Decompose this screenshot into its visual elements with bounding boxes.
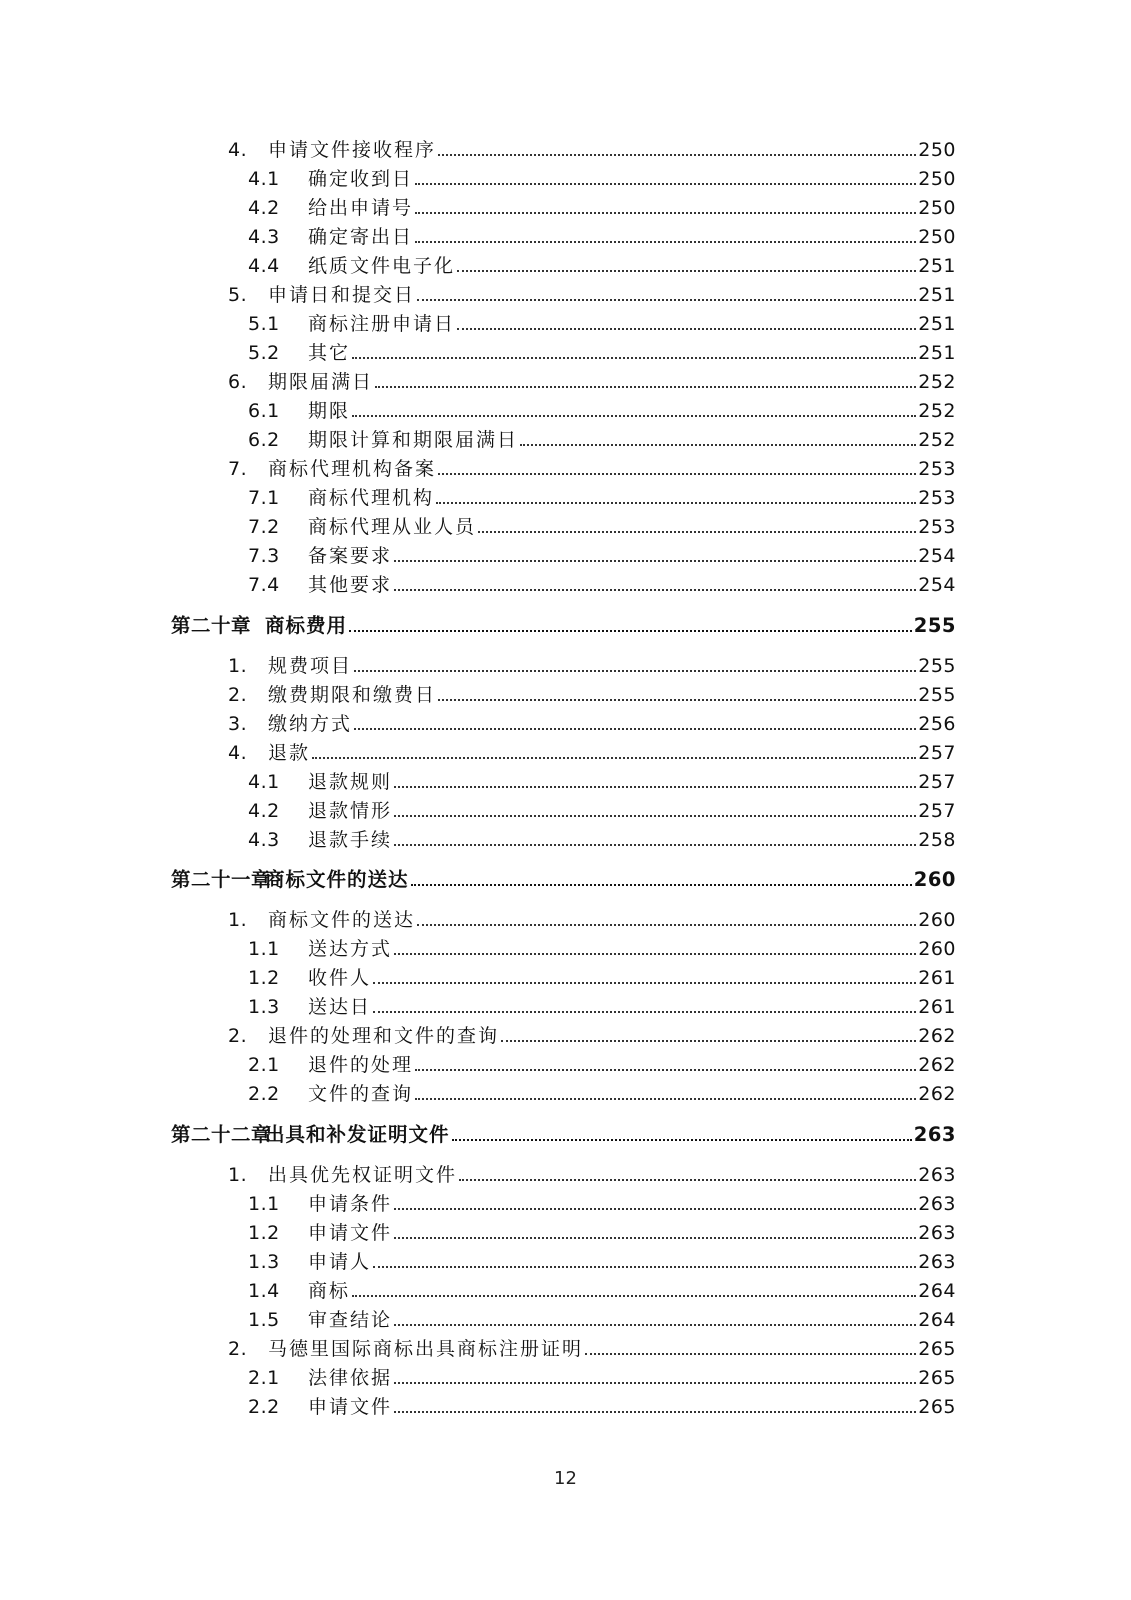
toc-entry-title: 文件的查询 — [308, 1083, 414, 1105]
dot-leader — [394, 1208, 916, 1210]
toc-entry-title: 出具优先权证明文件 — [268, 1164, 458, 1186]
toc-entry[interactable] — [248, 1366, 956, 1390]
toc-entry[interactable] — [248, 1279, 956, 1303]
toc-entry-title: 商标 — [308, 1280, 351, 1302]
dot-leader — [373, 1266, 916, 1268]
toc-entry-title: 送达方式 — [308, 938, 393, 960]
dot-leader — [312, 757, 916, 759]
toc-entry-number: 6.1 — [248, 400, 280, 422]
toc-entry-page: 262 — [918, 1083, 956, 1105]
toc-entry-number: 4. — [228, 139, 248, 161]
toc-entry-page: 260 — [913, 868, 956, 891]
toc-entry-title: 商标费用 — [265, 614, 348, 637]
toc-entry-title: 给出申请号 — [308, 197, 414, 219]
toc-entry-number: 6.2 — [248, 429, 280, 451]
toc-entry-number: 4.3 — [248, 226, 280, 248]
toc-entry-title: 申请文件接收程序 — [268, 139, 437, 161]
toc-entry-page: 262 — [918, 1054, 956, 1076]
toc-entry-number: 7.3 — [248, 545, 280, 567]
toc-entry-page: 260 — [918, 938, 956, 960]
toc-entry-page: 255 — [918, 684, 956, 706]
dot-leader — [352, 415, 916, 417]
toc-entry-page: 253 — [918, 487, 956, 509]
toc-entry[interactable] — [248, 799, 956, 823]
toc-entry-title: 审查结论 — [308, 1309, 393, 1331]
toc-entry-page: 263 — [918, 1251, 956, 1273]
toc-entry[interactable] — [248, 966, 956, 990]
toc-entry-title: 商标文件的送达 — [265, 868, 409, 891]
toc-entry-number: 2. — [228, 1338, 248, 1360]
toc-entry-number: 4.2 — [248, 197, 280, 219]
toc-entry-number: 4.1 — [248, 168, 280, 190]
toc-entry[interactable] — [248, 399, 956, 423]
toc-entry[interactable] — [248, 573, 956, 597]
toc-entry-number: 1. — [228, 909, 248, 931]
toc-entry-number: 5.1 — [248, 313, 280, 335]
toc-entry[interactable] — [248, 254, 956, 278]
toc-entry-title: 其他要求 — [308, 574, 393, 596]
toc-entry[interactable] — [248, 544, 956, 568]
toc-entry[interactable] — [248, 312, 956, 336]
toc-entry-number: 5. — [228, 284, 248, 306]
toc-entry[interactable] — [248, 1192, 956, 1216]
toc-entry-title: 其它 — [308, 342, 351, 364]
toc-entry-title: 期限届满日 — [268, 371, 374, 393]
toc-entry-page: 250 — [918, 168, 956, 190]
dot-leader — [436, 502, 916, 504]
toc-entry-number: 7.4 — [248, 574, 280, 596]
toc-entry-title: 申请人 — [308, 1251, 372, 1273]
toc-entry[interactable] — [248, 341, 956, 365]
toc-entry-number: 第二十章 — [171, 614, 252, 637]
toc-entry-page: 250 — [918, 197, 956, 219]
toc-entry-number: 1.1 — [248, 1193, 280, 1215]
toc-entry-number: 2.2 — [248, 1396, 280, 1418]
toc-entry[interactable] — [228, 1024, 956, 1048]
toc-entry-title: 确定收到日 — [308, 168, 414, 190]
toc-entry-number: 2.2 — [248, 1083, 280, 1105]
toc-entry-title: 商标代理机构 — [308, 487, 435, 509]
dot-leader — [394, 815, 916, 817]
toc-entry-number: 1.3 — [248, 996, 280, 1018]
toc-entry-number: 6. — [228, 371, 248, 393]
toc-entry-title: 退款情形 — [308, 800, 393, 822]
toc-entry-number: 4.4 — [248, 255, 280, 277]
dot-leader — [417, 924, 916, 926]
toc-entry-title: 缴纳方式 — [268, 713, 353, 735]
toc-entry[interactable] — [228, 1163, 956, 1187]
dot-leader — [415, 183, 916, 185]
toc-entry-title: 纸质文件电子化 — [308, 255, 456, 277]
dot-leader — [394, 1411, 916, 1413]
dot-leader — [585, 1353, 916, 1355]
dot-leader — [520, 444, 916, 446]
dot-leader — [394, 1324, 916, 1326]
toc-entry-page: 258 — [918, 829, 956, 851]
toc-entry-number: 4.3 — [248, 829, 280, 851]
toc-entry[interactable] — [248, 1221, 956, 1245]
dot-leader — [394, 786, 916, 788]
toc-entry-page: 261 — [918, 967, 956, 989]
toc-entry-number: 3. — [228, 713, 248, 735]
dot-leader — [352, 1295, 916, 1297]
dot-leader — [415, 1069, 916, 1071]
dot-leader — [352, 357, 916, 359]
toc-entry[interactable] — [228, 683, 956, 707]
toc-entry-number: 5.2 — [248, 342, 280, 364]
toc-entry-title: 申请文件 — [308, 1222, 393, 1244]
toc-entry-number: 1. — [228, 655, 248, 677]
toc-entry-title: 退款 — [268, 742, 311, 764]
toc-entry-title: 退件的处理 — [308, 1054, 414, 1076]
toc-chapter-entry[interactable] — [171, 1123, 956, 1147]
toc-entry-number: 1.3 — [248, 1251, 280, 1273]
dot-leader — [394, 844, 916, 846]
toc-entry-number: 第二十一章 — [171, 868, 272, 891]
toc-entry-page: 262 — [918, 1025, 956, 1047]
dot-leader — [354, 728, 916, 730]
page-number: 12 — [554, 1468, 577, 1489]
toc-entry-number: 7.2 — [248, 516, 280, 538]
dot-leader — [459, 1179, 916, 1181]
toc-entry-number: 1.2 — [248, 967, 280, 989]
toc-entry[interactable] — [248, 1250, 956, 1274]
toc-entry-page: 254 — [918, 545, 956, 567]
dot-leader — [411, 884, 912, 886]
toc-entry[interactable] — [228, 1337, 956, 1361]
toc-entry-title: 法律依据 — [308, 1367, 393, 1389]
dot-leader — [394, 1237, 916, 1239]
toc-entry[interactable] — [248, 1395, 956, 1419]
toc-entry[interactable] — [228, 712, 956, 736]
dot-leader — [438, 473, 916, 475]
toc-entry[interactable] — [228, 741, 956, 765]
dot-leader — [349, 630, 912, 632]
dot-leader — [373, 982, 916, 984]
dot-leader — [478, 531, 916, 533]
toc-entry-page: 253 — [918, 516, 956, 538]
toc-entry-page: 252 — [918, 371, 956, 393]
toc-entry-title: 退款规则 — [308, 771, 393, 793]
toc-entry[interactable] — [248, 515, 956, 539]
toc-entry-title: 确定寄出日 — [308, 226, 414, 248]
toc-entry-page: 261 — [918, 996, 956, 1018]
toc-entry-page: 251 — [918, 342, 956, 364]
toc-entry-title: 申请文件 — [308, 1396, 393, 1418]
toc-entry[interactable] — [228, 457, 956, 481]
toc-entry-page: 253 — [918, 458, 956, 480]
toc-entry-number: 4.2 — [248, 800, 280, 822]
toc-entry-number: 2. — [228, 684, 248, 706]
toc-entry-title: 商标代理从业人员 — [308, 516, 477, 538]
toc-entry-title: 出具和补发证明文件 — [265, 1123, 450, 1146]
toc-entry-number: 1.1 — [248, 938, 280, 960]
toc-entry-title: 缴费期限和缴费日 — [268, 684, 437, 706]
toc-chapter-entry[interactable] — [171, 614, 956, 638]
toc-entry-number: 7. — [228, 458, 248, 480]
toc-entry-number: 7.1 — [248, 487, 280, 509]
toc-entry-number: 1.2 — [248, 1222, 280, 1244]
toc-entry-title: 收件人 — [308, 967, 372, 989]
dot-leader — [415, 1098, 916, 1100]
toc-entry-title: 期限计算和期限届满日 — [308, 429, 519, 451]
toc-entry[interactable] — [248, 1053, 956, 1077]
dot-leader — [394, 589, 916, 591]
toc-entry[interactable] — [248, 1082, 956, 1106]
toc-entry-number: 第二十二章 — [171, 1123, 272, 1146]
toc-entry-number: 1.4 — [248, 1280, 280, 1302]
toc-entry-number: 1.5 — [248, 1309, 280, 1331]
dot-leader — [457, 328, 916, 330]
toc-entry-page: 256 — [918, 713, 956, 735]
toc-entry[interactable] — [248, 995, 956, 1019]
toc-entry[interactable] — [248, 828, 956, 852]
toc-entry[interactable] — [248, 225, 956, 249]
toc-entry-page: 264 — [918, 1309, 956, 1331]
toc-entry-page: 260 — [918, 909, 956, 931]
toc-entry-title: 退款手续 — [308, 829, 393, 851]
dot-leader — [375, 386, 916, 388]
dot-leader — [452, 1139, 912, 1141]
toc-entry[interactable] — [248, 937, 956, 961]
toc-entry-number: 2.1 — [248, 1367, 280, 1389]
toc-entry[interactable] — [228, 370, 956, 394]
toc-entry-page: 265 — [918, 1367, 956, 1389]
toc-entry-page: 255 — [913, 614, 956, 637]
dot-leader — [438, 154, 916, 156]
toc-entry-page: 263 — [918, 1193, 956, 1215]
toc-entry-number: 2. — [228, 1025, 248, 1047]
toc-entry[interactable] — [228, 138, 956, 162]
toc-entry-page: 265 — [918, 1396, 956, 1418]
toc-entry-page: 263 — [913, 1123, 956, 1146]
toc-entry-page: 257 — [918, 771, 956, 793]
toc-entry-title: 马德里国际商标出具商标注册证明 — [268, 1338, 584, 1360]
toc-entry-page: 263 — [918, 1164, 956, 1186]
dot-leader — [417, 299, 916, 301]
dot-leader — [394, 953, 916, 955]
toc-entry-page: 264 — [918, 1280, 956, 1302]
toc-entry-page: 251 — [918, 255, 956, 277]
toc-entry[interactable] — [248, 196, 956, 220]
toc-entry-number: 2.1 — [248, 1054, 280, 1076]
toc-entry-page: 251 — [918, 313, 956, 335]
toc-entry[interactable] — [228, 283, 956, 307]
toc-entry-title: 商标文件的送达 — [268, 909, 416, 931]
dot-leader — [415, 241, 916, 243]
toc-entry[interactable] — [248, 167, 956, 191]
toc-entry-page: 257 — [918, 800, 956, 822]
dot-leader — [354, 670, 916, 672]
toc-entry-title: 期限 — [308, 400, 351, 422]
toc-entry-title: 退件的处理和文件的查询 — [268, 1025, 500, 1047]
toc-entry-title: 规费项目 — [268, 655, 353, 677]
toc-entry-title: 商标代理机构备案 — [268, 458, 437, 480]
toc-entry-page: 250 — [918, 139, 956, 161]
dot-leader — [415, 212, 916, 214]
toc-entry-title: 申请日和提交日 — [268, 284, 416, 306]
toc-entry[interactable] — [248, 1308, 956, 1332]
toc-entry-number: 4. — [228, 742, 248, 764]
toc-entry[interactable] — [228, 908, 956, 932]
toc-entry[interactable] — [248, 770, 956, 794]
toc-entry-page: 263 — [918, 1222, 956, 1244]
dot-leader — [394, 560, 916, 562]
toc-entry-number: 4.1 — [248, 771, 280, 793]
toc-entry-page: 255 — [918, 655, 956, 677]
toc-entry-title: 送达日 — [308, 996, 372, 1018]
toc-chapter-entry[interactable] — [171, 868, 956, 892]
toc-entry-page: 265 — [918, 1338, 956, 1360]
toc-entry[interactable] — [248, 486, 956, 510]
dot-leader — [373, 1011, 916, 1013]
dot-leader — [438, 699, 916, 701]
toc-entry[interactable] — [248, 428, 956, 452]
toc-entry-page: 254 — [918, 574, 956, 596]
toc-entry-title: 商标注册申请日 — [308, 313, 456, 335]
dot-leader — [501, 1040, 916, 1042]
dot-leader — [394, 1382, 916, 1384]
toc-entry-page: 252 — [918, 429, 956, 451]
toc-entry-page: 252 — [918, 400, 956, 422]
toc-entry-title: 备案要求 — [308, 545, 393, 567]
toc-entry-title: 申请条件 — [308, 1193, 393, 1215]
toc-entry-page: 251 — [918, 284, 956, 306]
toc-entry-page: 250 — [918, 226, 956, 248]
toc-entry-page: 257 — [918, 742, 956, 764]
toc-entry-number: 1. — [228, 1164, 248, 1186]
toc-entry[interactable] — [228, 654, 956, 678]
dot-leader — [457, 270, 916, 272]
